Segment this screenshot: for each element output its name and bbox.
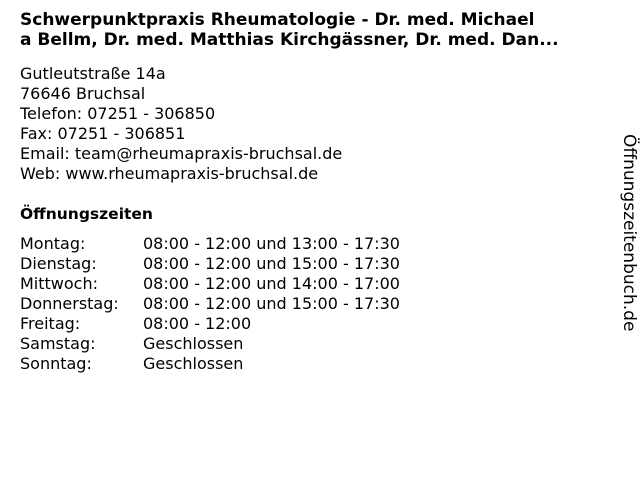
website-address: Web: www.rheumapraxis-bruchsal.de: [20, 164, 319, 183]
day-label: Donnerstag:: [20, 294, 119, 313]
address-block: [20, 64, 342, 184]
hours-row-tuesday: [20, 254, 400, 274]
hours-row-monday: [20, 234, 400, 254]
fax-number: Fax: 07251 - 306851: [20, 124, 186, 143]
hours-value: 08:00 - 12:00 und 15:00 - 17:30: [143, 294, 400, 313]
hours-row-thursday: [20, 294, 400, 314]
title-line-1: Schwerpunktpraxis Rheumatologie - Dr. med. Michael: [20, 10, 535, 30]
site-watermark-label: Öffnungszeitenbuch.de: [619, 134, 639, 332]
hours-value: 08:00 - 12:00 und 15:00 - 17:30: [143, 254, 400, 273]
title-line-2: a Bellm, Dr. med. Matthias Kirchgässner, Dr. med. Dan...: [20, 30, 559, 50]
opening-hours-heading: Öffnungszeiten: [20, 205, 153, 223]
opening-hours-table: [20, 234, 400, 374]
hours-row-friday: [20, 314, 400, 334]
day-label: Mittwoch:: [20, 274, 98, 293]
day-label: Sonntag:: [20, 354, 92, 373]
day-label: Freitag:: [20, 314, 81, 333]
hours-row-saturday: [20, 334, 400, 354]
street-address: Gutleutstraße 14a: [20, 64, 166, 83]
hours-row-sunday: [20, 354, 400, 374]
day-label: Montag:: [20, 234, 86, 253]
hours-row-wednesday: [20, 274, 400, 294]
page-title: [20, 10, 640, 50]
hours-value: 08:00 - 12:00 und 14:00 - 17:00: [143, 274, 400, 293]
hours-value: Geschlossen: [143, 354, 244, 373]
hours-value: 08:00 - 12:00: [143, 314, 252, 333]
hours-value: 08:00 - 12:00 und 13:00 - 17:30: [143, 234, 400, 253]
email-address: Email: team@rheumapraxis-bruchsal.de: [20, 144, 343, 163]
city-address: 76646 Bruchsal: [20, 84, 146, 103]
day-label: Dienstag:: [20, 254, 97, 273]
hours-value: Geschlossen: [143, 334, 244, 353]
day-label: Samstag:: [20, 334, 96, 353]
phone-number: Telefon: 07251 - 306850: [20, 104, 216, 123]
